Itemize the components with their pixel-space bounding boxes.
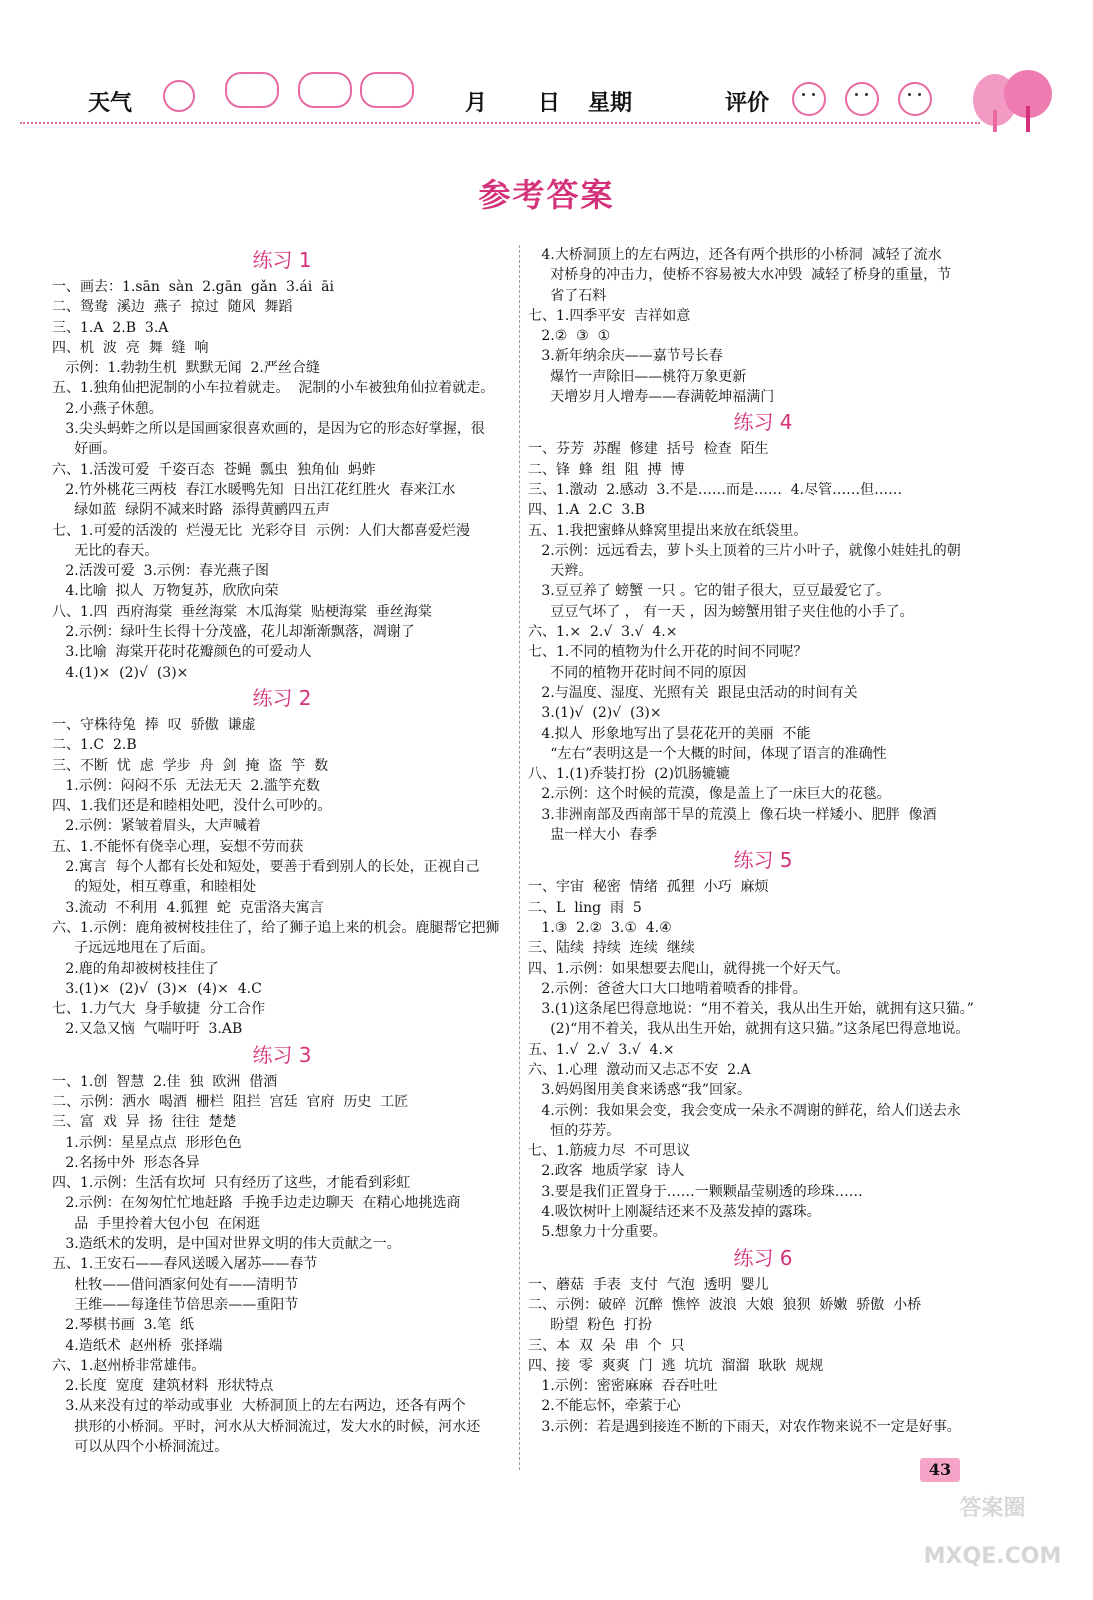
answer-line: 2.长度 宽度 建筑材料 形状特点 — [52, 1378, 274, 1395]
left-column — [52, 245, 512, 1457]
section-heading: 练习 6 — [733, 1245, 793, 1270]
section-heading: 练习 1 — [252, 248, 312, 272]
answer-line: 五、1.不能怀有侥幸心理，妄想不劳而获 — [52, 838, 304, 855]
answer-line: 4.示例：我如果会变，我会变成一朵永不凋谢的鲜花，给人们送去永 — [528, 1102, 961, 1119]
answer-line: 八、1.四 西府海棠 垂丝海棠 木瓜海棠 贴梗海棠 垂丝海棠 — [52, 603, 432, 620]
dotted-divider — [20, 122, 980, 132]
answer-line: 天辫。 — [528, 563, 593, 580]
answer-line: 4.比喻 拟人 万物复苏，欣欣向荣 — [52, 583, 279, 600]
answer-line: 三、富 戏 异 扬 往往 楚楚 — [52, 1114, 237, 1131]
neutral-face-icon — [845, 82, 879, 116]
answer-line: 5.想象力十分重要。 — [528, 1224, 667, 1241]
answer-line: 三、1.激动 2.感动 3.不是……而是…… 4.尽管……但…… — [528, 481, 903, 498]
answer-line: 一、蘑菇 手表 支付 气泡 透明 婴儿 — [528, 1276, 769, 1293]
answer-line: 子远远地甩在了后面。 — [52, 940, 215, 957]
answer-line: 2.寓言 每个人都有长处和短处，要善于看到别人的长处，正视自己 — [52, 859, 480, 876]
answer-line: 品 手里拎着大包小包 在闲逛 — [52, 1215, 261, 1232]
answer-line: 六、1.心理 激动而又忐忑不安 2.A — [528, 1061, 751, 1078]
section-heading: 练习 3 — [252, 1042, 312, 1067]
answer-line: 2.示例：远远看去，萝卜头上顶着的三片小叶子，就像小娃娃扎的朝 — [528, 542, 961, 559]
answer-line: 三、不断 忧 虑 学步 舟 剑 掩 盗 竽 数 — [52, 757, 329, 774]
answer-line: 六、1.示例：鹿角被树枝挂住了，给了狮子追上来的机会。鹿腿帮它把狮 — [52, 919, 500, 936]
answer-line: 五、1.我把蜜蜂从蜂窝里提出来放在纸袋里。 — [528, 522, 808, 539]
answer-line: 无比的春天。 — [52, 542, 159, 559]
answer-line: 3.(1)× (2)√ (3)× (4)× 4.C — [52, 980, 262, 997]
answer-line: 2.政客 地质学家 诗人 — [528, 1163, 685, 1180]
answer-line: 3.要是我们正置身于……一颗颗晶莹剔透的珍珠…… — [528, 1183, 863, 1200]
answer-line: 2.不能忘怀，牵萦于心 — [528, 1398, 681, 1415]
rating-label: 评价 — [725, 91, 770, 116]
answer-line: 2.② ③ ① — [528, 328, 611, 345]
answer-line: 4.吸饮树叶上刚凝结还来不及蒸发掉的露珠。 — [528, 1204, 821, 1221]
answer-line: 杜牧——借问酒家何处有——清明节 — [52, 1276, 299, 1293]
answer-line: 四、1.A 2.C 3.B — [528, 502, 645, 519]
answer-line: 省了石料 — [528, 287, 607, 304]
section-heading: 练习 5 — [733, 848, 793, 873]
column-divider — [519, 245, 520, 1470]
answer-line: 豆豆气坏了 ， 有一天 ，因为螃蟹用钳子夹住他的小手了。 — [528, 603, 914, 620]
happy-face-icon — [792, 82, 826, 116]
answer-line: 3.示例：若是遇到接连不断的下雨天，对农作物来说不一定是好事。 — [528, 1418, 961, 1435]
weather-label: 天气 — [88, 91, 133, 116]
answer-line: 1.示例：闷闷不乐 无法无天 2.滥竽充数 — [52, 777, 320, 794]
answer-line: 五、1.王安石——春风送暖入屠苏——春节 — [52, 1256, 318, 1273]
answer-line: 4.造纸术 赵州桥 张择端 — [52, 1337, 223, 1354]
answer-line: 示例：1.勃勃生机 默默无闻 2.严丝合缝 — [52, 360, 320, 377]
answer-line: 三、本 双 朵 串 个 只 — [528, 1337, 685, 1354]
weekday-label: 星期 — [588, 91, 633, 116]
header-bar — [0, 0, 1093, 135]
rain-cloud-icon — [298, 72, 352, 108]
answer-line: 2.示例：紧皱着眉头，大声喊着 — [52, 818, 261, 835]
watermark-line1: 答案圈 — [959, 1496, 1026, 1521]
answer-line: 爆竹一声除旧——桃符万象更新 — [528, 368, 747, 385]
answer-line: 2.名扬中外 形态各异 — [52, 1154, 200, 1171]
answer-line: 一、守株待兔 捧 叹 骄傲 谦虚 — [52, 716, 256, 733]
answer-line: 四、1.我们还是和睦相处吧，没什么可吵的。 — [52, 798, 332, 815]
storm-cloud-icon — [360, 72, 414, 108]
answer-line: 四、1.示例：生活有坎坷 只有经历了这些，才能看到彩虹 — [52, 1175, 411, 1192]
answer-line: 4.拟人 形象地写出了昙花花开的美丽 不能 — [528, 725, 811, 742]
day-label: 日 — [538, 91, 561, 116]
answer-line: 七、1.筋疲力尽 不可思议 — [528, 1143, 691, 1160]
answer-line: 2.与温度、湿度、光照有关 跟昆虫活动的时间有关 — [528, 684, 858, 701]
answer-line: 3.从来没有过的举动或事业 大桥洞顶上的左右两边，还各有两个 — [52, 1398, 466, 1415]
page-title: 参考答案 — [478, 176, 615, 214]
answer-line: 盅一样大小 春季 — [528, 827, 658, 844]
answer-line: 3.(1)√ (2)√ (3)× — [528, 705, 662, 722]
answer-line: 七、1.四季平安 吉祥如意 — [528, 307, 691, 324]
answer-line: 3.尖头蚂蚱之所以是国画家很喜欢画的，是因为它的形态好掌握，很 — [52, 421, 485, 438]
answer-line: 2.小燕子休憩。 — [52, 400, 163, 417]
answer-line: 七、1.力气大 身手敏捷 分工合作 — [52, 1001, 266, 1018]
watermark — [905, 1485, 1080, 1585]
answer-line: 3.比喻 海棠开花时花瓣颜色的可爱动人 — [52, 644, 312, 661]
answer-line: 3.新年纳余庆——嘉节号长春 — [528, 348, 723, 365]
trees-icon — [970, 70, 1055, 135]
answer-line: 四、1.示例：如果想要去爬山，就得挑一个好天气。 — [528, 960, 850, 977]
answer-line: 2.示例：在匆匆忙忙地赶路 手挽手边走边聊天 在精心地挑选商 — [52, 1195, 461, 1212]
answer-line: 五、1.独角仙把泥制的小车拉着就走。 泥制的小车被独角仙拉着就走。 — [52, 380, 495, 397]
answer-line: 2.竹外桃花三两枝 春江水暖鸭先知 日出江花红胜火 春来江水 — [52, 481, 456, 498]
answer-line: 六、1.赵州桥非常雄伟。 — [52, 1357, 206, 1374]
answer-line: 1.示例：星星点点 形形色色 — [52, 1134, 242, 1151]
answer-line: 2.示例：这个时候的荒漠，像是盖上了一床巨大的花毯。 — [528, 786, 891, 803]
answer-line: “左右”表明这是一个大概的时间，体现了语言的准确性 — [528, 745, 887, 762]
answer-line: 绿如蓝 绿阴不减来时路 添得黄鹂四五声 — [52, 502, 331, 519]
watermark-line2: MXQE.COM — [923, 1544, 1062, 1569]
answer-line: 3.(1)这条尾巴得意地说：“用不着关，我从出生开始，就拥有这只猫。” — [528, 1001, 974, 1018]
answer-line: 1.示例：密密麻麻 吞吞吐吐 — [528, 1378, 718, 1395]
answer-line: 2.示例：爸爸大口大口地啃着喷香的排骨。 — [528, 980, 807, 997]
answer-line: 3.妈妈图用美食来诱惑“我”回家。 — [528, 1082, 752, 1099]
answer-line: 三、1.A 2.B 3.A — [52, 319, 169, 336]
answer-line: 4.大桥洞顶上的左右两边，还各有两个拱形的小桥洞 减轻了流水 — [528, 247, 942, 263]
answer-line: 天增岁月人增寿——春满乾坤福满门 — [528, 389, 775, 406]
answer-line: 不同的植物开花时间不同的原因 — [528, 664, 747, 681]
answer-line: 好画。 — [52, 441, 117, 458]
answer-line: 四、接 零 爽爽 门 逃 坑坑 溜溜 耿耿 规规 — [528, 1357, 824, 1374]
answer-line: 七、1.可爱的活泼的 烂漫无比 光彩夺目 示例：人们大都喜爱烂漫 — [52, 522, 471, 539]
page-number: 43 — [920, 1458, 960, 1482]
answer-line: 六、1.× 2.√ 3.√ 4.× — [528, 624, 678, 641]
answer-line: 五、1.√ 2.√ 3.√ 4.× — [528, 1041, 675, 1058]
answer-line: 2.鹿的角却被树枝挂住了 — [52, 960, 219, 977]
answer-line: 对桥身的冲击力，使桥不容易被大水冲毁 减轻了桥身的重量，节 — [528, 267, 952, 284]
cloud-icon — [225, 72, 279, 108]
answer-line: (2)“用不着关，我从出生开始，就拥有这只猫。”这条尾巴得意地说。 — [528, 1021, 970, 1038]
month-label: 月 — [465, 91, 488, 116]
answer-line: 一、1.创 智慧 2.佳 独 欧洲 借酒 — [52, 1073, 278, 1090]
answer-line: 二、示例：破碎 沉醉 憔悴 波浪 大娘 狼狈 娇嫩 骄傲 小桥 — [528, 1296, 922, 1313]
answer-line: 四、机 波 亮 舞 缝 响 — [52, 339, 209, 356]
answer-line: 1.③ 2.② 3.① 4.④ — [528, 919, 672, 936]
answer-line: 2.示例：绿叶生长得十分茂盛，花儿却渐渐飘落，凋谢了 — [52, 624, 415, 641]
answer-line: 一、芬芳 苏醒 修建 括号 检查 陌生 — [528, 441, 769, 458]
answer-line: 3.非洲南部及西南部干旱的荒漠上 像石块一样矮小、肥胖 像酒 — [528, 806, 937, 823]
answer-line: 二、鸳鸯 溪边 燕子 掠过 随风 舞蹈 — [52, 299, 293, 316]
answer-line: 二、L ling 雨 5 — [528, 899, 642, 916]
answer-line: 可以从四个小桥洞流过。 — [52, 1439, 229, 1456]
answer-line: 二、1.C 2.B — [52, 737, 137, 754]
answer-line: 王维——每逢佳节倍思亲——重阳节 — [52, 1296, 299, 1313]
answer-line: 3.豆豆养了 螃蟹 一只 。它的钳子很大，豆豆最爱它了。 — [528, 583, 891, 600]
answer-line: 八、1.(1)乔装打扮 (2)饥肠辘辘 — [528, 766, 730, 783]
answer-line: 的短处，相互尊重，和睦相处 — [52, 879, 257, 896]
right-column — [528, 245, 998, 1437]
answer-line: 七、1.不同的植物为什么开花的时间不同呢？ — [528, 644, 808, 661]
answer-line: 2.活泼可爱 3.示例：春光燕子图 — [52, 563, 269, 580]
answer-line: 三、陆续 持续 连续 继续 — [528, 940, 695, 957]
section-heading: 练习 2 — [252, 685, 312, 710]
answer-line: 一、画去：1.sān sàn 2.gān gǎn 3.ái āi — [52, 279, 334, 295]
sad-face-icon — [898, 82, 932, 116]
answer-line: 2.琴棋书画 3.笔 纸 — [52, 1317, 194, 1334]
answer-line: 六、1.活泼可爱 千姿百态 苍蝇 瓢虫 独角仙 蚂蚱 — [52, 461, 376, 478]
answer-line: 3.造纸术的发明，是中国对世界文明的伟大贡献之一。 — [52, 1236, 401, 1253]
answer-line: 3.流动 不利用 4.狐狸 蛇 克雷洛夫寓言 — [52, 899, 324, 916]
answer-line: 恒的芬芳。 — [528, 1122, 621, 1139]
answer-line: 一、宇宙 秘密 情绪 孤狸 小巧 麻烦 — [528, 879, 769, 896]
answer-line: 2.又急又恼 气喘吁吁 3.AB — [52, 1021, 243, 1038]
answer-line: 二、示例：洒水 喝酒 栅栏 阻拦 宫廷 官府 历史 工匠 — [52, 1093, 409, 1110]
answer-line: 盼望 粉色 打扮 — [528, 1317, 653, 1334]
answer-line: 二、锋 蜂 组 阻 搏 博 — [528, 461, 685, 478]
answer-line: 4.(1)× (2)√ (3)× — [52, 664, 189, 681]
section-heading: 练习 4 — [733, 410, 793, 435]
answer-line: 拱形的小桥洞。平时，河水从大桥洞流过，发大水的时候，河水还 — [52, 1418, 481, 1435]
sun-icon — [163, 80, 195, 112]
